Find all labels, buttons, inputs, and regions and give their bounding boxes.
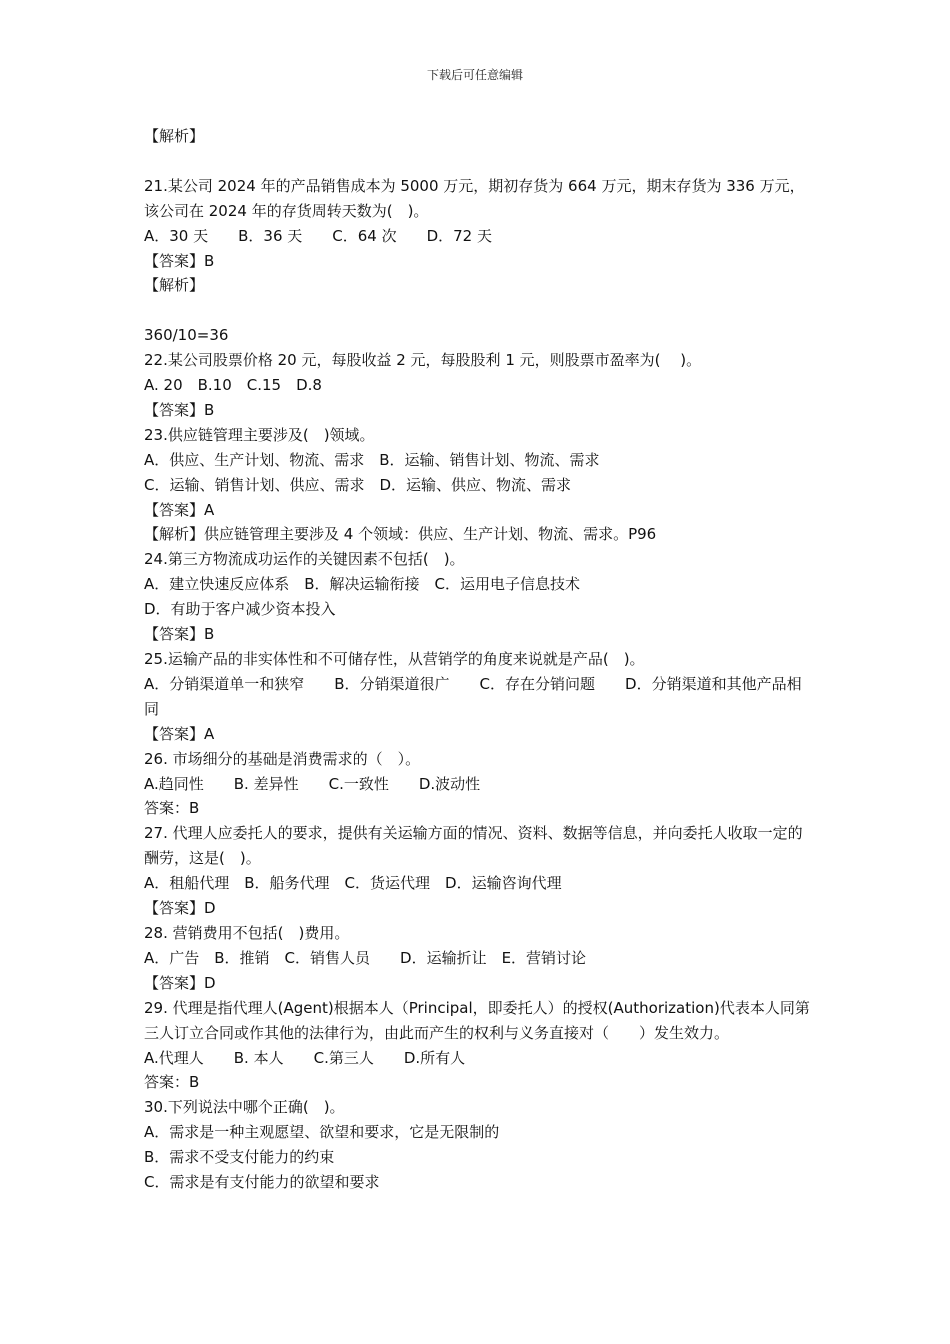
- question-29: 29. 代理是指代理人(Agent)根据本人（Principal，即委托人）的授权(Authorization)代表本人同第三人订立合同或作其他的法律行为，由此而产生的权利与义务直接对（ ）发生效力。: [144, 998, 810, 1042]
- question-25: 25.运输产品的非实体性和不可储存性，从营销学的角度来说就是产品( )。: [144, 650, 645, 668]
- question-25-options: A．分销渠道单一和狭窄 B．分销渠道很广 C．存在分销问题 D．分销渠道和其他产品相同: [144, 674, 802, 718]
- question-29-answer: 答案：B: [144, 1073, 200, 1092]
- question-24-option-d: D．有助于客户减少资本投入: [144, 600, 336, 619]
- question-23-analysis: 【解析】供应链管理主要涉及 4 个领域：供应、生产计划、物流、需求。P96: [144, 525, 657, 544]
- question-29-options: A.代理人 B. 本人 C.第三人 D.所有人: [144, 1048, 466, 1067]
- question-23-answer: 【答案】A: [144, 500, 215, 519]
- question-21-calculation: 360/10=36: [144, 326, 229, 345]
- question-22: 22.某公司股票价格 20 元，每股收益 2 元，每股股利 1 元，则股票市盈率为( )。: [144, 351, 702, 370]
- question-28-answer: 【答案】D: [144, 973, 216, 992]
- blank-line: [144, 149, 812, 174]
- page-header: 下载后可任意编辑: [426, 68, 523, 82]
- question-30: 30.下列说法中哪个正确( )。: [144, 1098, 345, 1117]
- question-30-option-a: A．需求是一种主观愿望、欲望和要求，它是无限制的: [144, 1123, 500, 1142]
- question-21-answer: 【答案】B: [144, 251, 215, 270]
- question-27-answer: 【答案】D: [144, 899, 216, 918]
- question-28-options: A．广告 B．推销 C．销售人员 D．运输折让 E．营销讨论: [144, 948, 587, 967]
- question-26: 26. 市场细分的基础是消费需求的（ ）。: [144, 749, 421, 768]
- document-body: [144, 124, 817, 1195]
- question-25-answer: 【答案】A: [144, 724, 215, 743]
- question-23-options-ab: A．供应、生产计划、物流、需求 B．运输、销售计划、物流、需求: [144, 450, 600, 469]
- question-21: 21.某公司 2024 年的产品销售成本为 5000 万元，期初存货为 664 万元，期末存货为 336 万元， 该公司在 2024 年的存货周转天数为( )。: [144, 176, 817, 220]
- analysis-label: 【解析】: [144, 127, 205, 145]
- question-27-options: A．租船代理 B．船务代理 C．货运代理 D．运输咨询代理: [144, 874, 562, 893]
- question-24: 24.第三方物流成功运作的关键因素不包括( )。: [144, 550, 465, 569]
- question-27: 27. 代理人应委托人的要求，提供有关运输方面的情况、资料、数据等信息，并向委托人收取一定的酬劳，这是( )。: [144, 824, 803, 868]
- question-22-answer: 【答案】B: [144, 400, 215, 419]
- question-21-analysis: 【解析】: [144, 276, 205, 295]
- question-26-options: A.趋同性 B. 差异性 C.一致性 D.波动性: [144, 774, 481, 793]
- question-30-option-b: B．需求不受支付能力的约束: [144, 1148, 335, 1167]
- question-24-options-abc: A．建立快速反应体系 B．解决运输衔接 C．运用电子信息技术: [144, 575, 581, 594]
- question-23-options-cd: C．运输、销售计划、供应、需求 D．运输、供应、物流、需求: [144, 475, 572, 494]
- question-30-option-c: C．需求是有支付能力的欲望和要求: [144, 1173, 380, 1192]
- question-22-options: A. 20 B.10 C.15 D.8: [144, 376, 322, 395]
- question-21-options: A．30 天 B．36 天 C．64 次 D．72 天: [144, 226, 492, 245]
- question-24-answer: 【答案】B: [144, 625, 215, 644]
- question-23: 23.供应链管理主要涉及( )领域。: [144, 425, 375, 444]
- question-28: 28. 营销费用不包括( )费用。: [144, 923, 350, 942]
- blank-line: [144, 298, 812, 323]
- question-26-answer: 答案：B: [144, 799, 200, 818]
